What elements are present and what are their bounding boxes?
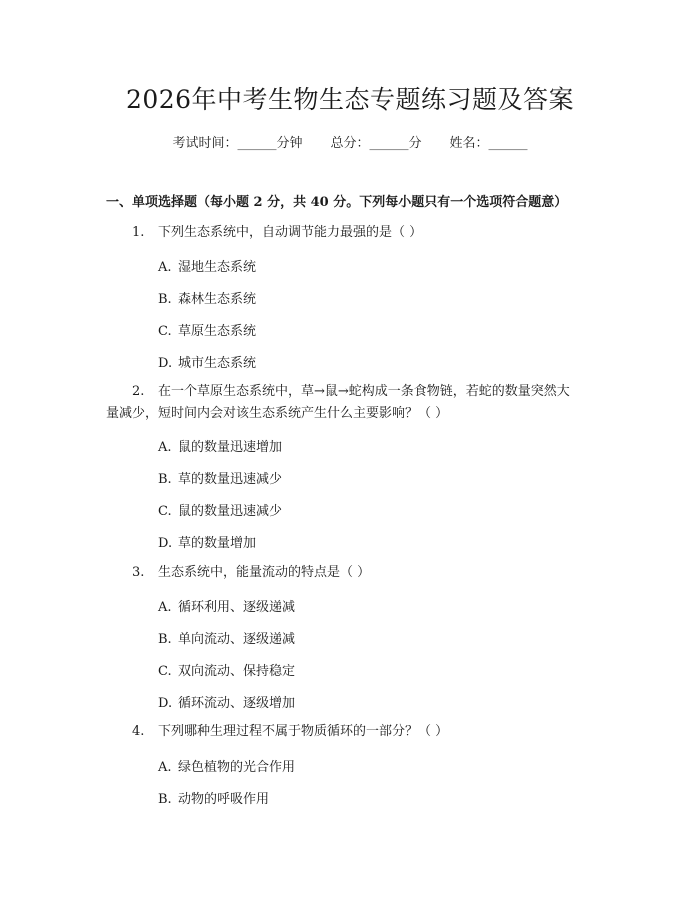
option-4b [158, 788, 269, 807]
option-letter: B. [158, 792, 172, 807]
time-unit: 分钟 [276, 136, 303, 151]
question-2 [132, 382, 570, 402]
question-number: 1. [132, 225, 145, 240]
option-text: 动物的呼吸作用 [178, 792, 270, 807]
question-text-line1: 在一个草原生态系统中，草→鼠→蛇构成一条食物链，若蛇的数量突然大 [158, 384, 570, 399]
question-2-continued [106, 404, 448, 424]
option-letter: A. [158, 440, 172, 455]
option-letter: A. [158, 260, 172, 275]
option-text: 湿地生态系统 [178, 260, 257, 275]
question-text: 生态系统中，能量流动的特点是（ ） [158, 565, 371, 580]
option-text: 鼠的数量迅速减少 [178, 504, 283, 519]
option-2a [158, 436, 282, 455]
question-text-line2: 量减少，短时间内会对该生态系统产生什么主要影响？（ ） [106, 406, 449, 421]
option-2b [158, 468, 282, 487]
option-text: 循环流动、逐级增加 [178, 696, 296, 711]
score-unit: 分 [408, 136, 422, 151]
option-text: 草原生态系统 [178, 324, 257, 339]
option-text: 草的数量迅速减少 [178, 472, 283, 487]
name-label: 姓名： [449, 136, 489, 151]
document-title: 2026年中考生物生态专题练习题及答案 [125, 85, 575, 114]
option-2c [158, 500, 282, 519]
option-letter: A. [158, 600, 172, 615]
score-label: 总分： [330, 136, 370, 151]
question-number: 3. [132, 565, 145, 580]
option-1a [158, 256, 256, 275]
option-text: 草的数量增加 [178, 536, 257, 551]
section-heading: 一、单项选择题（每小题 2 分，共 40 分。下列每小题只有一个选项符合题意） [106, 195, 568, 210]
option-1c [158, 320, 256, 339]
option-letter: B. [158, 292, 172, 307]
score-blank: ______ [369, 136, 409, 151]
question-number: 4. [132, 724, 145, 739]
option-3a [158, 596, 295, 615]
option-3b [158, 628, 295, 647]
option-letter: B. [158, 472, 172, 487]
name-blank: ______ [488, 136, 528, 151]
option-text: 循环利用、逐级递减 [178, 600, 296, 615]
option-text: 森林生态系统 [178, 292, 257, 307]
option-3c [158, 660, 295, 679]
option-letter: C. [158, 324, 172, 339]
option-letter: C. [158, 664, 172, 679]
option-letter: D. [158, 356, 173, 371]
option-letter: A. [158, 760, 172, 775]
option-text: 绿色植物的光合作用 [178, 760, 296, 775]
question-text: 下列哪种生理过程不属于物质循环的一部分？（ ） [158, 724, 449, 739]
option-4a [158, 756, 295, 775]
option-2d [158, 532, 256, 551]
option-1d [158, 352, 256, 371]
option-letter: D. [158, 696, 173, 711]
option-letter: C. [158, 504, 172, 519]
option-text: 城市生态系统 [178, 356, 257, 371]
option-3d [158, 692, 295, 711]
question-4 [132, 722, 448, 742]
option-letter: B. [158, 632, 172, 647]
question-number: 2. [132, 384, 145, 399]
exam-info-line [0, 132, 700, 151]
question-3 [132, 563, 370, 583]
time-label: 考试时间： [172, 136, 238, 151]
option-letter: D. [158, 536, 173, 551]
question-1 [132, 223, 422, 243]
option-text: 鼠的数量迅速增加 [178, 440, 283, 455]
time-blank: ______ [237, 136, 277, 151]
question-text: 下列生态系统中，自动调节能力最强的是（ ） [158, 225, 423, 240]
option-text: 双向流动、保持稳定 [178, 664, 296, 679]
option-text: 单向流动、逐级递减 [178, 632, 296, 647]
option-1b [158, 288, 256, 307]
